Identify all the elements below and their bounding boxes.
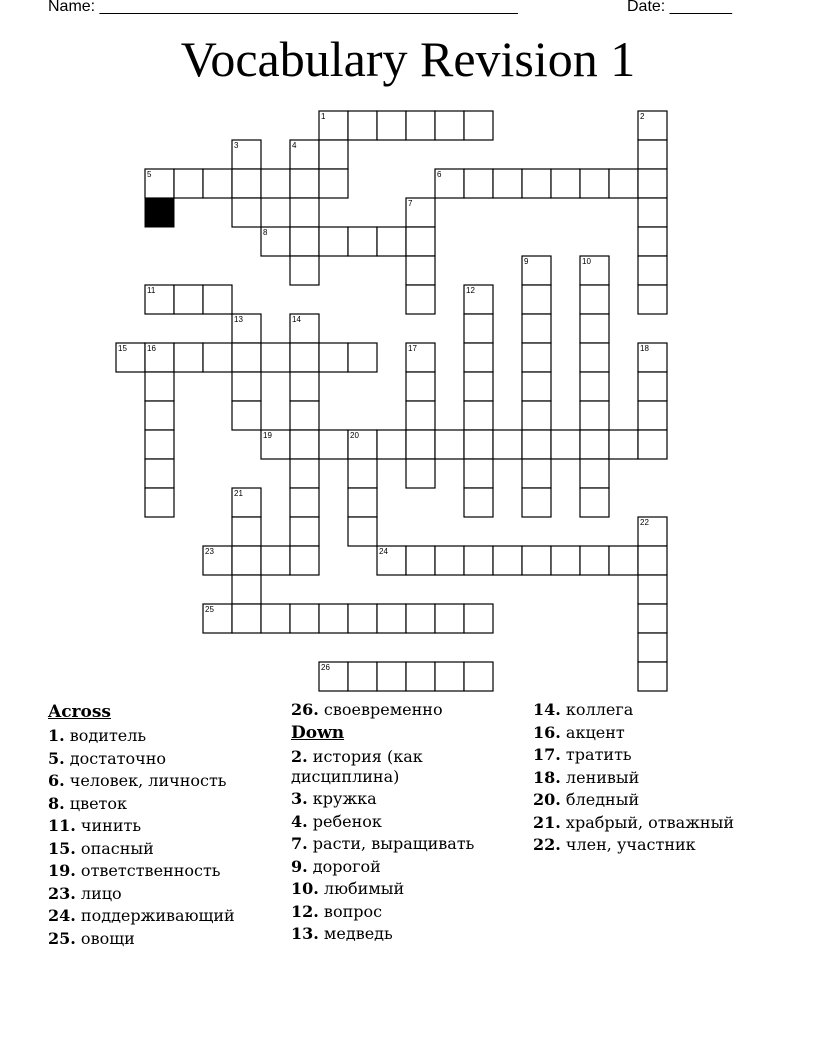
cell-number: 2 xyxy=(640,112,645,121)
grid-cell[interactable] xyxy=(522,314,551,343)
name-blank[interactable]: _______________________________________________ xyxy=(99,0,518,15)
clue-text: история (как дисциплина) xyxy=(291,746,423,786)
clue-number: 20. xyxy=(533,790,561,809)
grid-cell[interactable] xyxy=(551,430,580,459)
grid-cell[interactable] xyxy=(609,546,638,575)
clue-item xyxy=(533,790,793,810)
grid-cell[interactable] xyxy=(638,604,667,633)
grid-cell[interactable] xyxy=(232,575,261,604)
cell-number: 21 xyxy=(234,489,243,498)
clue-item xyxy=(291,834,521,854)
clue-item xyxy=(48,794,283,814)
clue-text: чинить xyxy=(75,816,142,835)
grid-cell[interactable] xyxy=(406,430,435,459)
grid-cell[interactable] xyxy=(174,285,203,314)
grid-cell[interactable] xyxy=(406,662,435,691)
clue-number: 23. xyxy=(48,883,76,903)
grid-cell[interactable] xyxy=(406,227,435,256)
clues-column-2 xyxy=(291,700,521,947)
grid-cell[interactable] xyxy=(638,430,667,459)
grid-cell[interactable] xyxy=(261,169,290,198)
grid-cell[interactable] xyxy=(464,401,493,430)
grid-cell[interactable] xyxy=(406,459,435,488)
clue-item xyxy=(533,745,793,765)
grid-cell[interactable] xyxy=(522,488,551,517)
clue-number: 1. xyxy=(48,726,65,745)
across-clue-list-continued xyxy=(291,700,521,720)
clue-text: коллега xyxy=(560,700,634,719)
clue-text: вопрос xyxy=(318,901,383,921)
clue-number: 8. xyxy=(48,793,65,813)
grid-cell[interactable] xyxy=(232,604,261,633)
grid-cell[interactable] xyxy=(580,459,609,488)
grid-cell[interactable] xyxy=(203,285,232,314)
grid-cell[interactable] xyxy=(464,169,493,198)
grid-cell[interactable] xyxy=(348,662,377,691)
grid-cell[interactable] xyxy=(348,343,377,372)
grid-cell[interactable] xyxy=(609,430,638,459)
grid-cell[interactable] xyxy=(319,604,348,633)
grid-cell[interactable] xyxy=(464,604,493,633)
cell-number: 5 xyxy=(147,170,152,179)
clue-number: 10. xyxy=(291,879,319,898)
cell-number: 14 xyxy=(292,315,301,324)
clue-text: кружка xyxy=(307,789,377,808)
grid-cell[interactable] xyxy=(406,256,435,285)
clue-number: 18. xyxy=(533,767,561,787)
grid-cell[interactable] xyxy=(290,459,319,488)
date-label: Date: xyxy=(627,0,670,15)
clue-item xyxy=(533,768,793,788)
grid-cell[interactable] xyxy=(580,488,609,517)
grid-cell[interactable] xyxy=(522,285,551,314)
clue-number: 14. xyxy=(533,700,561,719)
clue-item xyxy=(48,861,283,881)
cell-number: 18 xyxy=(640,344,649,353)
clue-text: медведь xyxy=(318,924,393,943)
grid-cell[interactable] xyxy=(493,546,522,575)
grid-cell[interactable] xyxy=(261,604,290,633)
clue-text: ребенок xyxy=(307,811,382,831)
clue-text: ленивый xyxy=(560,767,640,787)
grid-cell[interactable] xyxy=(290,343,319,372)
grid-cell[interactable] xyxy=(290,604,319,633)
grid-cell[interactable] xyxy=(348,604,377,633)
grid-cell[interactable] xyxy=(290,546,319,575)
cell-number: 16 xyxy=(147,344,156,353)
grid-cell[interactable] xyxy=(464,372,493,401)
clue-number: 13. xyxy=(291,924,319,943)
clue-number: 24. xyxy=(48,906,76,925)
cell-number: 12 xyxy=(466,286,475,295)
grid-cell[interactable] xyxy=(522,343,551,372)
grid-cell[interactable] xyxy=(290,430,319,459)
grid-cell[interactable] xyxy=(290,488,319,517)
grid-cell[interactable] xyxy=(522,459,551,488)
grid-cell[interactable] xyxy=(203,343,232,372)
clue-text: цветок xyxy=(64,793,128,813)
clue-number: 6. xyxy=(48,771,65,790)
cell-number: 1 xyxy=(321,112,326,121)
grid-cell[interactable] xyxy=(638,198,667,227)
grid-cell[interactable] xyxy=(435,111,464,140)
clue-number: 16. xyxy=(533,722,561,742)
clue-text: поддерживающий xyxy=(75,906,235,925)
grid-cell[interactable] xyxy=(638,227,667,256)
grid-cell[interactable] xyxy=(638,401,667,430)
clue-item xyxy=(533,813,793,833)
clue-item xyxy=(48,816,283,836)
clue-item xyxy=(48,929,283,949)
grid-cell[interactable] xyxy=(145,430,174,459)
across-heading: Across xyxy=(48,702,111,722)
clue-text: любимый xyxy=(318,879,405,898)
page-title: Vocabulary Revision 1 xyxy=(180,31,636,87)
clue-number: 5. xyxy=(48,748,65,768)
grid-cell[interactable] xyxy=(580,285,609,314)
clue-text: акцент xyxy=(560,722,625,742)
grid-cell[interactable] xyxy=(464,111,493,140)
grid-cell[interactable] xyxy=(319,140,348,169)
grid-cell[interactable] xyxy=(406,111,435,140)
clue-number: 7. xyxy=(291,834,308,853)
clue-item xyxy=(48,884,283,904)
grid-cell[interactable] xyxy=(319,227,348,256)
grid-cell[interactable] xyxy=(435,662,464,691)
clue-item xyxy=(48,906,283,926)
grid-cell[interactable] xyxy=(406,546,435,575)
cell-number: 10 xyxy=(582,257,591,266)
clue-number: 3. xyxy=(291,789,308,808)
cell-number: 25 xyxy=(205,605,214,614)
grid-cell[interactable] xyxy=(174,343,203,372)
grid-cell[interactable] xyxy=(464,459,493,488)
clue-text: бледный xyxy=(560,790,640,809)
grid-cell[interactable] xyxy=(377,227,406,256)
grid-cell[interactable] xyxy=(638,372,667,401)
clue-item xyxy=(291,902,521,922)
clue-text: храбрый, отважный xyxy=(560,812,734,832)
cell-number: 3 xyxy=(234,141,239,150)
clue-text: достаточно xyxy=(64,748,166,768)
cell-number: 22 xyxy=(640,518,649,527)
clue-text: водитель xyxy=(64,726,147,745)
grid-cell[interactable] xyxy=(290,256,319,285)
clue-number: 4. xyxy=(291,811,308,831)
cell-number: 24 xyxy=(379,547,388,556)
cell-number: 7 xyxy=(408,199,413,208)
across-clue-list xyxy=(48,726,283,949)
grid-cell[interactable] xyxy=(522,430,551,459)
grid-cell[interactable] xyxy=(638,285,667,314)
grid-cell[interactable] xyxy=(290,517,319,546)
clue-text: овощи xyxy=(75,928,135,948)
clue-number: 12. xyxy=(291,901,319,921)
grid-cell[interactable] xyxy=(522,401,551,430)
clue-text: человек, личность xyxy=(64,771,227,790)
clue-number: 26. xyxy=(291,700,319,719)
clue-number: 25. xyxy=(48,928,76,948)
grid-cell[interactable] xyxy=(464,662,493,691)
cell-number: 6 xyxy=(437,170,442,179)
grid-cell[interactable] xyxy=(377,604,406,633)
grid-cell[interactable] xyxy=(261,546,290,575)
cell-number: 19 xyxy=(263,431,272,440)
cell-number: 23 xyxy=(205,547,214,556)
grid-cell[interactable] xyxy=(174,169,203,198)
grid-cell[interactable] xyxy=(580,401,609,430)
grid-cell[interactable] xyxy=(638,140,667,169)
grid-cell[interactable] xyxy=(232,372,261,401)
grid-cell[interactable] xyxy=(638,633,667,662)
grid-cell[interactable] xyxy=(232,401,261,430)
clue-text: опасный xyxy=(75,838,154,858)
grid-cell[interactable] xyxy=(435,546,464,575)
clues-column-3 xyxy=(533,700,793,858)
grid-cell[interactable] xyxy=(232,198,261,227)
grid-cell[interactable] xyxy=(435,430,464,459)
name-label: Name: xyxy=(48,0,100,15)
grid-cell[interactable] xyxy=(319,343,348,372)
grid-cell[interactable] xyxy=(464,430,493,459)
grid-cell[interactable] xyxy=(290,227,319,256)
grid-cell[interactable] xyxy=(638,575,667,604)
clue-item xyxy=(291,879,521,899)
grid-cell[interactable] xyxy=(551,546,580,575)
grid-cell[interactable] xyxy=(638,662,667,691)
grid-cell[interactable] xyxy=(145,459,174,488)
clue-item xyxy=(48,839,283,859)
date-blank[interactable]: _______ xyxy=(669,0,732,15)
grid-cell[interactable] xyxy=(580,430,609,459)
clue-item xyxy=(291,812,521,832)
grid-cell[interactable] xyxy=(406,401,435,430)
grid-cell[interactable] xyxy=(464,343,493,372)
grid-cell[interactable] xyxy=(232,169,261,198)
clue-item xyxy=(291,857,521,877)
clue-text: ответственность xyxy=(75,861,221,880)
grid-cell[interactable] xyxy=(435,604,464,633)
grid-cell[interactable] xyxy=(377,430,406,459)
clue-text: дорогой xyxy=(307,856,381,876)
grid-cell[interactable] xyxy=(580,169,609,198)
grid-cell[interactable] xyxy=(261,343,290,372)
clue-item xyxy=(291,700,521,720)
clue-text: расти, выращивать xyxy=(307,834,475,853)
clue-item xyxy=(533,835,793,855)
grid-cell[interactable] xyxy=(348,488,377,517)
cell-number: 17 xyxy=(408,344,417,353)
grid-cell[interactable] xyxy=(638,169,667,198)
grid-cell[interactable] xyxy=(232,546,261,575)
cell-number: 20 xyxy=(350,431,359,440)
cell-number: 9 xyxy=(524,257,529,266)
grid-cell[interactable] xyxy=(319,430,348,459)
cell-number: 13 xyxy=(234,315,243,324)
clues-column-1 xyxy=(48,700,283,951)
grid-cell[interactable] xyxy=(377,662,406,691)
grid-cell[interactable] xyxy=(522,372,551,401)
cell-number: 11 xyxy=(147,286,156,295)
clue-item xyxy=(291,789,521,809)
down-clue-list-continued xyxy=(533,700,793,855)
grid-cell[interactable] xyxy=(580,546,609,575)
clue-item xyxy=(291,747,521,787)
clue-text: тратить xyxy=(560,745,632,764)
grid-cell[interactable] xyxy=(522,546,551,575)
clue-item xyxy=(48,749,283,769)
clue-number: 2. xyxy=(291,746,308,766)
grid-cell[interactable] xyxy=(348,111,377,140)
grid-cell[interactable] xyxy=(464,488,493,517)
grid-cell[interactable] xyxy=(580,314,609,343)
clue-item xyxy=(533,700,793,720)
grid-cell[interactable] xyxy=(290,198,319,227)
clue-number: 17. xyxy=(533,745,561,764)
grid-cell[interactable] xyxy=(319,169,348,198)
blocked-cell xyxy=(145,198,174,227)
grid-cell[interactable] xyxy=(145,401,174,430)
grid-cell[interactable] xyxy=(232,517,261,546)
grid-cell[interactable] xyxy=(377,111,406,140)
grid-cell[interactable] xyxy=(580,372,609,401)
clue-item xyxy=(48,726,283,746)
cell-number: 4 xyxy=(292,141,297,150)
grid-cell[interactable] xyxy=(406,604,435,633)
grid-cell[interactable] xyxy=(464,546,493,575)
clue-item xyxy=(533,723,793,743)
down-clue-list xyxy=(291,747,521,945)
clue-number: 15. xyxy=(48,838,76,858)
grid-cell[interactable] xyxy=(290,372,319,401)
clue-text: член, участник xyxy=(560,835,696,854)
clue-text: лицо xyxy=(75,883,122,903)
grid-cell[interactable] xyxy=(464,314,493,343)
grid-cell[interactable] xyxy=(290,169,319,198)
grid-cell[interactable] xyxy=(145,372,174,401)
clue-number: 19. xyxy=(48,861,76,880)
clue-number: 22. xyxy=(533,835,561,854)
grid-cell[interactable] xyxy=(493,430,522,459)
grid-cell[interactable] xyxy=(290,401,319,430)
grid-cell[interactable] xyxy=(580,343,609,372)
grid-cell[interactable] xyxy=(203,169,232,198)
cell-number: 26 xyxy=(321,663,330,672)
grid-cell[interactable] xyxy=(348,227,377,256)
grid-cell[interactable] xyxy=(493,169,522,198)
cell-number: 8 xyxy=(263,228,268,237)
grid-cell[interactable] xyxy=(232,343,261,372)
clue-number: 21. xyxy=(533,812,561,832)
grid-cell[interactable] xyxy=(551,169,580,198)
grid-cell[interactable] xyxy=(348,517,377,546)
clue-text: своевременно xyxy=(318,700,443,719)
down-heading: Down xyxy=(291,722,345,743)
grid-cell[interactable] xyxy=(522,169,551,198)
grid-cell[interactable] xyxy=(348,459,377,488)
grid-cell[interactable] xyxy=(406,285,435,314)
clue-number: 9. xyxy=(291,856,308,876)
grid-cell[interactable] xyxy=(145,488,174,517)
cell-number: 15 xyxy=(118,344,127,353)
grid-cell[interactable] xyxy=(609,169,638,198)
grid-cell[interactable] xyxy=(638,256,667,285)
clue-number: 11. xyxy=(48,816,76,835)
clue-item xyxy=(291,924,521,944)
clue-item xyxy=(48,771,283,791)
grid-cell[interactable] xyxy=(638,546,667,575)
grid-cell[interactable] xyxy=(406,372,435,401)
